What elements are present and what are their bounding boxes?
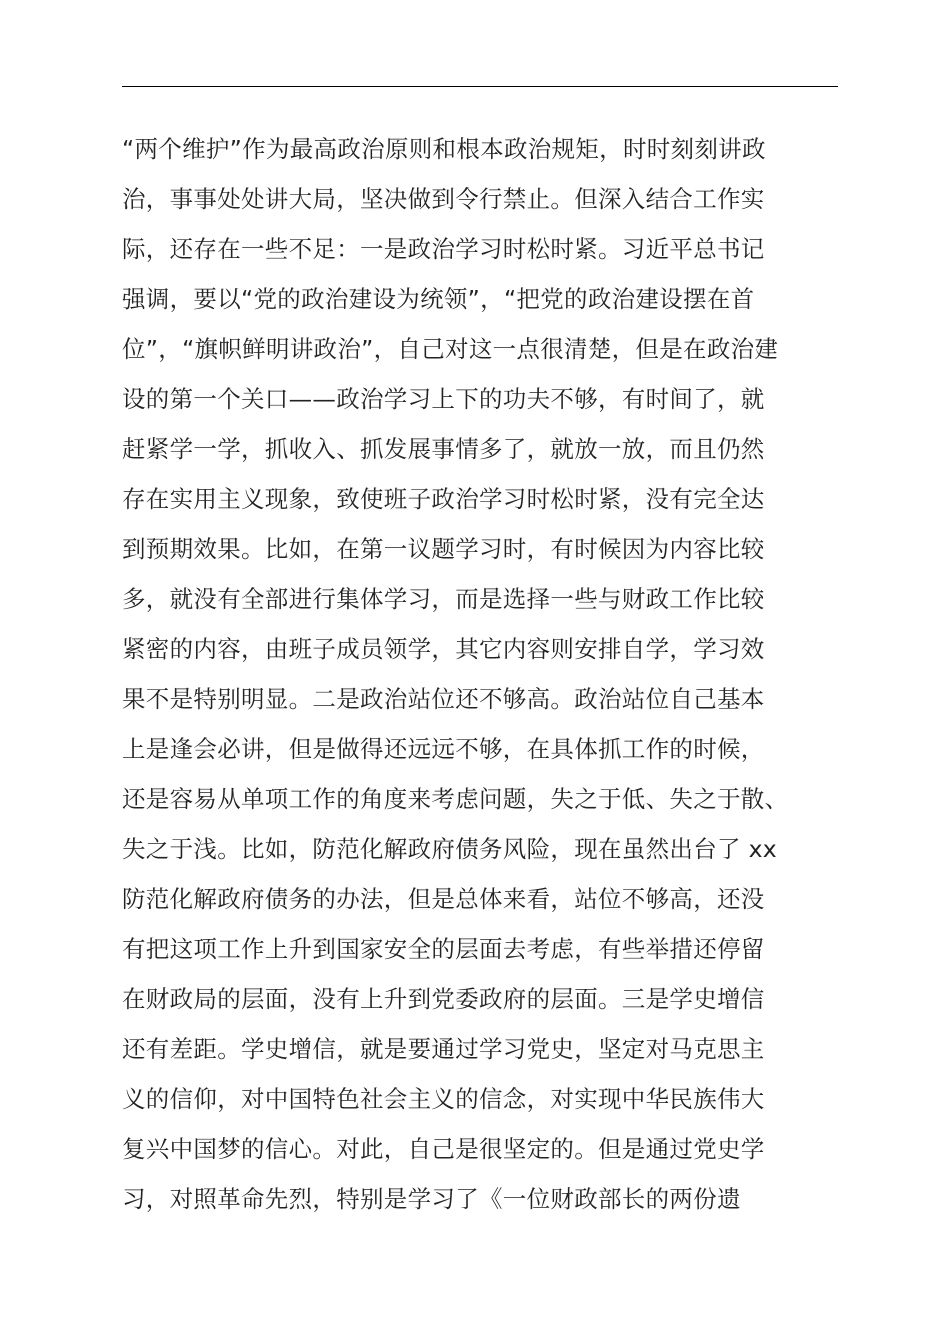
text-line: 义的信仰，对中国特色社会主义的信念，对实现中华民族伟大 — [122, 1085, 765, 1113]
text-line: 失之于浅。比如，防范化解政府债务风险，现在虽然出台了 xx — [122, 835, 777, 863]
text-line: 设的第一个关口——政治学习上下的功夫不够，有时间了，就 — [122, 385, 765, 413]
text-line: 强调，要以“党的政治建设为统领”，“把党的政治建设摆在首 — [122, 285, 755, 313]
text-line: 上是逢会必讲，但是做得还远远不够，在具体抓工作的时候， — [122, 735, 765, 763]
text-line: “两个维护”作为最高政治原则和根本政治规矩，时时刻刻讲政 — [122, 135, 766, 163]
text-line: 多，就没有全部进行集体学习，而是选择一些与财政工作比较 — [122, 585, 765, 613]
text-line: 防范化解政府债务的办法，但是总体来看，站位不够高，还没 — [122, 885, 765, 913]
text-line: 赶紧学一学，抓收入、抓发展事情多了，就放一放，而且仍然 — [122, 435, 765, 463]
text-line: 复兴中国梦的信心。对此，自己是很坚定的。但是通过党史学 — [122, 1135, 765, 1163]
header-rule — [122, 86, 838, 87]
text-line: 位”，“旗帜鲜明讲政治”，自己对这一点很清楚，但是在政治建 — [122, 335, 779, 363]
text-line: 治，事事处处讲大局，坚决做到令行禁止。但深入结合工作实 — [122, 185, 765, 213]
text-line: 还是容易从单项工作的角度来考虑问题，失之于低、失之于散、 — [122, 785, 789, 813]
text-line: 紧密的内容，由班子成员领学，其它内容则安排自学，学习效 — [122, 635, 765, 663]
text-line: 有把这项工作上升到国家安全的层面去考虑，有些举措还停留 — [122, 935, 765, 963]
text-line: 还有差距。学史增信，就是要通过学习党史，坚定对马克思主 — [122, 1035, 765, 1063]
text-line: 际，还存在一些不足：一是政治学习时松时紧。习近平总书记 — [122, 235, 765, 263]
text-line: 到预期效果。比如，在第一议题学习时，有时候因为内容比较 — [122, 535, 765, 563]
body-paragraph — [122, 124, 842, 1224]
text-line: 在财政局的层面，没有上升到党委政府的层面。三是学史增信 — [122, 985, 765, 1013]
text-line: 果不是特别明显。二是政治站位还不够高。政治站位自己基本 — [122, 685, 765, 713]
text-line: 习，对照革命先烈，特别是学习了《一位财政部长的两份遗 — [122, 1185, 741, 1213]
text-line: 存在实用主义现象，致使班子政治学习时松时紧，没有完全达 — [122, 485, 765, 513]
